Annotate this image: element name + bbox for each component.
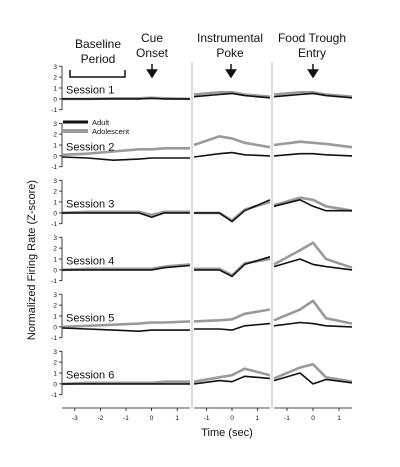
header-poke-line1: Instrumental [196, 31, 264, 45]
y-tick-label: -1 [51, 278, 57, 286]
header-cue-line2: Onset [135, 46, 169, 60]
x-tick-label: -1 [123, 415, 129, 422]
header-baseline-period [70, 37, 125, 77]
y-tick-label: 3 [53, 291, 57, 299]
y-tick-label: 3 [53, 234, 57, 242]
series-line-adolescent [194, 310, 270, 322]
y-tick-label: -1 [51, 392, 57, 400]
session-row [51, 292, 352, 342]
cue-arrow-icon [148, 64, 157, 77]
y-tick-label: 0 [53, 267, 57, 275]
y-tick-label: 1 [53, 256, 57, 264]
session-row [51, 178, 352, 228]
header-food-line2: Entry [297, 46, 327, 60]
series-line-adolescent [274, 364, 352, 381]
y-tick-label: 2 [53, 131, 57, 139]
y-axis-label: Normalized Firing Rate (Z-score) [26, 179, 38, 341]
header-food-line1: Food Trough [277, 31, 347, 45]
header-poke-line2: Poke [216, 46, 244, 60]
legend-label-adolescent: Adolescent [92, 127, 130, 136]
session-row [51, 349, 352, 399]
series-line-adolescent [194, 136, 270, 147]
x-tick-label: 0 [311, 415, 315, 422]
x-tick-label: 1 [175, 415, 180, 422]
session-row [51, 235, 352, 285]
y-tick-label: 3 [53, 177, 57, 185]
legend-label-adult: Adult [92, 118, 110, 127]
session-row [51, 64, 352, 114]
header-cue-line1: Cue [140, 31, 164, 45]
x-tick-label: -3 [71, 415, 78, 422]
x-tick-label: -2 [97, 415, 104, 422]
y-tick-label: 2 [53, 245, 57, 253]
y-tick-label: 0 [53, 153, 57, 161]
y-tick-label: -1 [51, 107, 57, 115]
y-tick-label: 2 [53, 359, 57, 367]
series-line-adult [62, 157, 190, 160]
y-tick-label: 0 [53, 324, 57, 332]
x-tick-label: 0 [149, 415, 154, 422]
series-line-adolescent [194, 369, 270, 382]
series-line-adult [194, 257, 270, 277]
y-tick-label: 1 [53, 313, 57, 321]
session-label: Session 5 [66, 312, 115, 325]
series-line-adolescent [274, 142, 352, 148]
series-line-adult [62, 98, 190, 99]
x-tick-label: 1 [337, 415, 341, 422]
series-line-adult [274, 323, 352, 327]
y-tick-label: -1 [51, 221, 57, 229]
y-tick-label: 1 [53, 370, 57, 378]
y-tick-label: 2 [53, 188, 57, 196]
x-tick-label: -1 [284, 415, 290, 422]
y-tick-label: 2 [53, 302, 57, 310]
food-arrow-icon [309, 64, 318, 77]
y-tick-label: -1 [51, 164, 57, 172]
poke-arrow-icon [227, 64, 236, 77]
header-baseline-line1: Baseline [74, 37, 122, 51]
header-instrumental-poke [197, 31, 263, 77]
header-cue-onset [136, 31, 169, 77]
y-tick-label: 1 [53, 85, 57, 93]
series-line-adult [274, 154, 352, 156]
session-label: Session 6 [66, 369, 115, 382]
session-label: Session 1 [66, 84, 115, 97]
y-tick-label: 1 [53, 199, 57, 207]
x-axis-label: Time (sec) [201, 427, 253, 439]
series-line-adult [194, 153, 270, 157]
x-tick-label: 0 [230, 415, 234, 422]
x-tick-label: -1 [203, 415, 210, 422]
y-tick-label: 0 [53, 96, 57, 104]
series-line-adult [62, 213, 190, 217]
series-line-adolescent [274, 198, 352, 211]
series-line-adult [194, 200, 270, 222]
legend [63, 118, 130, 136]
series-line-adult [194, 324, 270, 331]
x-tick-label: 1 [255, 415, 260, 422]
header-food-trough-entry [278, 31, 346, 77]
header-baseline-line2: Period [80, 52, 116, 66]
series-line-adolescent [194, 259, 270, 275]
session-label: Session 3 [66, 198, 115, 211]
y-tick-label: -1 [51, 335, 57, 343]
y-tick-label: 3 [53, 63, 57, 71]
baseline-bracket [70, 70, 125, 77]
series-line-adult [62, 328, 190, 331]
y-tick-label: 3 [53, 120, 57, 128]
plot-area [51, 62, 352, 422]
y-tick-label: 0 [53, 210, 57, 218]
session-label: Session 4 [66, 255, 115, 268]
y-tick-label: 1 [53, 142, 57, 150]
y-tick-label: 3 [53, 348, 57, 356]
y-tick-label: 0 [53, 381, 57, 389]
session-label: Session 2 [66, 141, 115, 154]
y-tick-label: 2 [53, 74, 57, 82]
series-line-adolescent [274, 301, 352, 324]
